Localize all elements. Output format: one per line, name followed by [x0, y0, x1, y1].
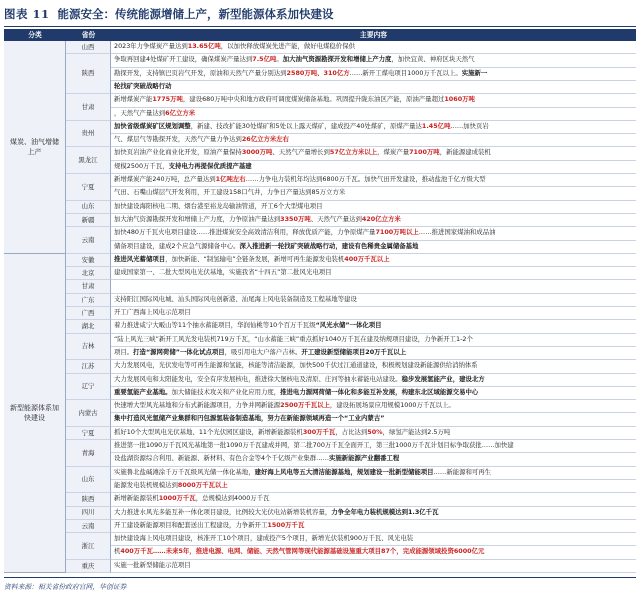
- province-cell: 云南: [66, 520, 111, 533]
- title-divider: [4, 26, 636, 27]
- content-cell: [111, 68, 636, 81]
- content-cell: [111, 81, 636, 94]
- highlight-figure: 1060万吨: [444, 95, 475, 104]
- body-text: 项目。: [114, 347, 134, 356]
- body-text: 、天然气产量达到: [310, 214, 362, 223]
- content-cell: [111, 507, 636, 520]
- province-cell: 贵州: [66, 121, 111, 148]
- body-text: 机: [114, 547, 121, 556]
- province-cell: 陕西: [66, 54, 111, 94]
- body-text: 快速增大型风光基地和分布式新能源项目，力争并网新能源: [114, 401, 281, 410]
- body-text: 储备项目建设，建成2个应急气源储备中心。: [114, 241, 240, 250]
- highlight-figure: 400万千瓦……: [120, 547, 166, 556]
- body-text: ，总规模达到4000万千瓦: [195, 494, 270, 503]
- body-text: ，煤炭产量: [377, 148, 410, 157]
- content-cell: [111, 201, 636, 214]
- highlight-figure: 57亿立方米以上: [329, 148, 378, 157]
- highlight-figure: 7.5亿吨: [252, 55, 277, 64]
- body-text: ……新能源和可再生: [433, 467, 492, 476]
- content-cell: [111, 374, 636, 387]
- province-cell: 广西: [66, 307, 111, 320]
- body-text: 新增新能源装机: [114, 494, 159, 503]
- body-text: ，新建、技改扩能30处煤矿和5处以上露天煤矿，建成投产40处煤矿，原煤产量达: [190, 121, 422, 130]
- province-cell: 吉林: [66, 334, 111, 361]
- body-text: 加快页岩油产业化商业化开发，原油产量保持: [114, 148, 242, 157]
- content-cell: [111, 254, 636, 267]
- province-cell: 四川: [66, 507, 111, 520]
- content-cell: [111, 400, 636, 413]
- figure-number: 图表 11: [4, 7, 50, 21]
- body-text: 。: [276, 55, 283, 64]
- highlight-figure: 6亿立方米: [165, 108, 196, 117]
- content-cell: [111, 121, 636, 134]
- body-text: 加大油气资源勘探开发和增储上产力度，力争原油产量达到: [114, 214, 281, 223]
- province-cell: 湖北: [66, 320, 111, 333]
- body-text: 加快480万千瓦火电项目建设……推进煤炭安全高效清洁利用，释放优质产能，力争原煤产量: [114, 228, 376, 237]
- content-cell: [111, 54, 636, 67]
- body-text: 抓好10个大型风电光伏基地、11个光伏园区建设，新增新能源装机: [114, 427, 303, 436]
- emphasis-text: 加快省级煤炭矿区规划调整: [114, 121, 191, 130]
- body-text: 争取再回建4处煤矿开工建设，确保煤炭产量达到: [114, 55, 253, 64]
- body-text: ，绿氢产能达到2.5万吨: [382, 427, 451, 436]
- emphasis-text: 实施新能源产业翻番工程: [328, 454, 400, 463]
- body-text: ，吸引用电大户落户吉林。: [224, 347, 302, 356]
- body-text: 着力推进咸宁大畈山等11个抽水蓄能项目，华润仙桃等10个百万千瓦级: [114, 321, 316, 330]
- province-cell: 安徽: [66, 254, 111, 267]
- province-cell: 青海: [66, 440, 111, 467]
- body-text: 新增煤炭产能240万吨，总产量达到: [114, 175, 216, 183]
- content-cell: [111, 360, 636, 373]
- content-cell: [111, 174, 636, 187]
- body-text: 气田、石嘴山煤层气开发利用，开工建设158口气井，力争日产量达到85万立方米: [114, 188, 346, 197]
- province-cell: 陕西: [66, 493, 111, 506]
- content-cell: [111, 520, 636, 533]
- body-text: 实施一批新型储能示范项目: [114, 560, 191, 569]
- province-cell: 甘肃: [66, 280, 111, 293]
- province-cell: 山东: [66, 467, 111, 494]
- body-text: 大力发展风电，光伏发电等可再生能源和氢能，核能等清洁能源，加快500千伏过江通道建设，积极规划建设新能源供给消纳体系: [114, 361, 478, 370]
- category-coal-oil-gas: 煤炭、油气增储上产: [4, 41, 66, 254]
- emphasis-text: 推进风光蓄储项目: [114, 254, 166, 263]
- body-text: ，新能源建成装机: [439, 148, 491, 157]
- province-cell: 浙江: [66, 533, 111, 560]
- content-cell: [111, 147, 636, 160]
- body-text: ……加快页岩: [450, 121, 489, 130]
- body-text: ……力争电力装机年均达到6800万千瓦。加快气田开发建设，推动盐池千亿方级大型: [245, 175, 486, 183]
- content-cell: [111, 453, 636, 466]
- header-province: 省份: [66, 30, 111, 41]
- emphasis-text: 建好海上风电等五大清洁能源基地，规划建设一批新型储能项目: [254, 467, 434, 476]
- body-text: ，建设680万吨中央和地方政府可调度煤炭储备基地。巩固提升陇东油区产能，原油产量超过: [182, 95, 445, 104]
- body-text: ，建设拓展场景应用规模1000万千瓦以上。: [329, 401, 455, 410]
- content-cell: [111, 307, 636, 320]
- emphasis-text: 重要氢能产业基地。: [114, 387, 172, 396]
- province-cell: 北京: [66, 267, 111, 280]
- province-cell: 云南: [66, 227, 111, 254]
- content-cell: [111, 533, 636, 546]
- highlight-figure: 3000万吨: [241, 148, 273, 157]
- body-text: 勘探开发，支持镇巴页岩气开发，原油和天然气产量分别达到: [114, 68, 287, 77]
- body-text: 加快建设海上风电项目建设，核准开工10个项目，建成投产5个项目，新增光伏装机900万千瓦、风光电装: [114, 534, 414, 543]
- body-text: ……新开工煤电项目1000万千瓦以上。: [349, 68, 462, 77]
- content-cell: [111, 241, 636, 254]
- body-text: ，占比达到: [335, 427, 368, 436]
- emphasis-text: 推进电力源网荷储一体化和多能互补发展，构建东北区域能源交易中心: [280, 387, 479, 396]
- content-cell: [111, 134, 636, 147]
- content-cell: [111, 493, 636, 506]
- source-note: 资料来源：相关省份政府官网，华创证券: [4, 577, 636, 591]
- emphasis-text: 开工建设新型储能项目20万千瓦以上: [301, 347, 407, 356]
- body-text: ，天然气产量达到: [114, 108, 166, 117]
- header-category: 分类: [4, 30, 66, 41]
- body-text: ……推进国家煤油和成品油: [418, 228, 496, 237]
- body-text: 气、煤层气等勘探开发，天然气产量力争达到: [114, 135, 242, 144]
- province-cell: 宁夏: [66, 427, 111, 440]
- province-cell: 山西: [66, 41, 111, 54]
- body-text: 实施鲁北盐碱滩涂千万千瓦级风光储一体化基地，: [114, 467, 255, 476]
- province-cell: 宁夏: [66, 174, 111, 201]
- content-cell: [111, 94, 636, 107]
- highlight-figure: 7100万吨: [409, 148, 440, 157]
- highlight-figure: 7100万吨以上: [375, 228, 419, 237]
- content-cell: [111, 427, 636, 440]
- province-cell: 内蒙古: [66, 400, 111, 427]
- highlight-figure: 50%: [367, 427, 383, 436]
- province-cell: 新疆: [66, 214, 111, 227]
- figure-title: [4, 4, 636, 24]
- emphasis-text: 轮找矿突破战略行动: [114, 81, 172, 90]
- highlight-figure: 1000万千瓦: [158, 494, 196, 503]
- content-cell: [111, 347, 636, 360]
- highlight-figure: 420亿立方米: [361, 214, 401, 223]
- content-cell: [111, 387, 636, 400]
- content-cell: [111, 480, 636, 493]
- content-cell: [111, 334, 636, 347]
- highlight-figure: 未来5年，: [165, 547, 196, 556]
- emphasis-text: 深入推进新一轮找矿突破战略行动，建设有色稀贵金属储备基地: [239, 241, 419, 250]
- highlight-figure: 1775万吨: [152, 95, 183, 104]
- highlight-figure: 1.45亿吨: [421, 121, 451, 130]
- body-text: 大力发展风电和太阳能发电，安全有序发展核电，推进徐大堡核电及清原、庄河等抽水蓄能电站建设。: [114, 374, 402, 383]
- content-cell: [111, 161, 636, 174]
- body-text: 设盐湖资源综合利用、新能源、新材料、有色合金等4个千亿级产业集群……: [114, 454, 329, 463]
- body-text: 建成国家第一、二批大型风电光伏基地，实施我省“十四五”第二批风光电项目: [114, 268, 332, 277]
- content-cell: [111, 214, 636, 227]
- emphasis-text: 打造“源网荷储”一体化试点项目: [133, 347, 225, 356]
- header-content: 主要内容: [111, 30, 636, 41]
- highlight-figure: 400万千瓦以上: [344, 254, 390, 263]
- content-cell: [111, 108, 636, 121]
- highlight-figure: 1500万千瓦: [267, 520, 305, 529]
- body-text: 、天然气产量增长到: [272, 148, 330, 157]
- body-text: ，加快宜黄、神府区块天然气: [391, 55, 475, 64]
- province-cell: 黑龙江: [66, 147, 111, 174]
- highlight-figure: 推进电源、电网、储能、天然气管网等现代能源基础设施重大项目87个，完成能源领域投资6000亿元: [195, 547, 485, 556]
- province-cell: 广东: [66, 294, 111, 307]
- emphasis-text: 力争全年电力装机规模达到1.3亿千瓦: [331, 507, 439, 516]
- highlight-figure: 8000万千瓦以上: [177, 480, 228, 489]
- body-text: 大力推进水风光多能互补一体化项目建设，比例较大光伏电站新增装机容量，: [114, 507, 332, 516]
- body-text: 加大储能技术攻关和产业化应用力度，: [171, 387, 281, 396]
- body-text: 支持阳江国际风电城、汕头国际风电创新港、汕尾海上风电装备制造及工程基地等建设: [114, 294, 357, 303]
- body-text: 推进第一批1090万千瓦风光基地第一批1090万千瓦建成并网，第二批700万千瓦全面开工，第三批1000万千瓦计划目标争取获批……加快建: [114, 441, 514, 449]
- body-text: 开工广西海上风电示范项目: [114, 308, 191, 316]
- figure-caption: 能源安全：传统能源增储上产，新型能源体系加快建设: [57, 7, 334, 21]
- category-new-energy: 新型能源体系加快建设: [4, 254, 66, 573]
- body-text: 能源发电装机规模达到: [114, 480, 178, 489]
- content-cell: [111, 560, 636, 573]
- emphasis-text: 实施新一: [461, 68, 488, 77]
- emphasis-text: “风光水储”一体化项目: [315, 321, 382, 330]
- emphasis-text: 支持电力再提保优质提产基建: [168, 161, 252, 170]
- highlight-figure: 3350万吨: [280, 214, 311, 223]
- content-cell: [111, 546, 636, 559]
- body-text: 加快建设海阳核电二期、烟台港至裕龙岛输油管道，开工6个大型煤电项目: [114, 201, 323, 210]
- province-cell: 江苏: [66, 360, 111, 373]
- highlight-figure: 1亿吨左右: [215, 175, 246, 183]
- body-text: 2023年力争煤炭产量达到: [114, 42, 188, 50]
- content-cell: [111, 467, 636, 480]
- content-cell: [111, 227, 636, 240]
- highlight-figure: 300万千瓦: [302, 427, 336, 436]
- highlight-figure: 2500万千瓦以上: [280, 401, 330, 410]
- highlight-figure: 26亿立方米左右: [241, 135, 290, 144]
- content-cell: [111, 320, 636, 333]
- body-text: ，以加快释放煤炭先进产能，做好电煤稳价保供: [220, 42, 355, 50]
- content-cell: [111, 41, 636, 54]
- content-cell: [111, 294, 636, 307]
- body-text: 新增煤炭产能: [114, 95, 153, 104]
- content-cell: [111, 280, 636, 293]
- body-text: 规模2500万千瓦，: [114, 161, 169, 170]
- province-cell: 山东: [66, 201, 111, 214]
- highlight-figure: 2580万吨、310亿方: [286, 68, 350, 77]
- body-text: 开工建设新能源项目和配套送出工程建设，力争新开工: [114, 520, 268, 529]
- province-cell: 辽宁: [66, 374, 111, 401]
- highlight-figure: 13.65亿吨: [187, 42, 221, 50]
- emphasis-text: 稳步发展氢能产业，建设北方: [401, 374, 485, 383]
- body-text: “陆上风光三峡”新开工风光发电装机719万千瓦，“山水蓄能三峡”重点抓好1040万千瓦在建及纳规项目建设，力争新开工1-2个: [114, 334, 473, 343]
- emphasis-text: 集中打造风光氢储产业集群和円包源氢装备制造基地，努力在新能源领域再造一个“工业内蒙古”: [114, 414, 385, 423]
- province-cell: 甘肃: [66, 94, 111, 121]
- body-text: ，加快新能、“制氢输电”全链条发展，新增可再生能源发电装机: [165, 254, 345, 263]
- emphasis-text: 加大油气资源勘探开发和增储上产力度: [282, 55, 392, 64]
- content-cell: [111, 187, 636, 200]
- content-cell: [111, 267, 636, 280]
- content-cell: [111, 440, 636, 453]
- policy-table: [4, 29, 636, 573]
- content-cell: [111, 413, 636, 426]
- province-cell: 重庆: [66, 560, 111, 573]
